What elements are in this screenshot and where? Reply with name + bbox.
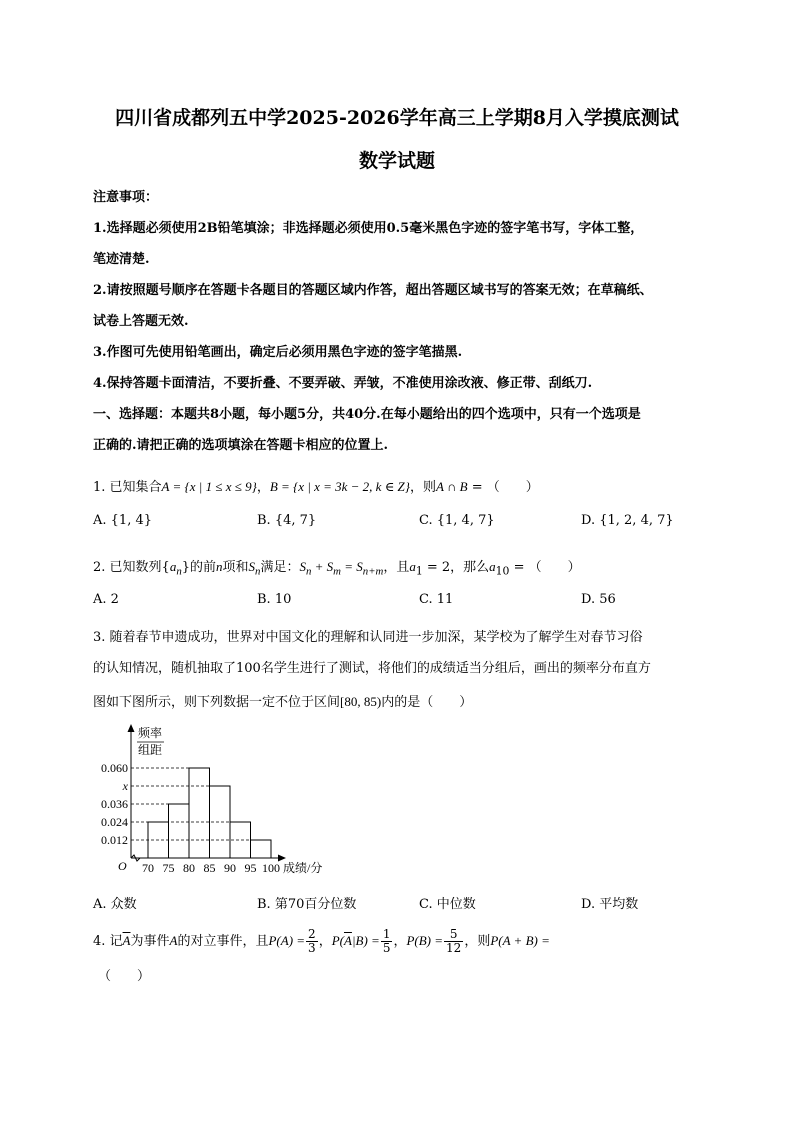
notice-heading: 注意事项： [93, 190, 159, 205]
section-heading-line1: 一、选择题：本题共8小题，每小题5分，共40分.在每小题给出的四个选项中，只有一个选项是 [93, 407, 641, 422]
q1-set-a: A = {x | 1 ≤ x ≤ 9} [161, 479, 257, 494]
notice-item-4: 4.保持答题卡面清洁，不要折叠、不要弄破、弄皱，不准使用涂改液、修正带、刮纸刀. [93, 376, 593, 391]
q4-p1-num: 2 [308, 927, 316, 941]
frequency-histogram [90, 722, 350, 884]
q2-option-a: A. 2 [93, 592, 119, 607]
y-tick-label: 0.060 [101, 761, 128, 775]
notice-item-3: 3.作图可先使用铅笔画出，确定后必须用黑色字迹的签字笔描黑. [93, 345, 463, 360]
q4-p2-lhs-b: |B) = [351, 933, 380, 948]
q3-option-c: C. 中位数 [419, 897, 476, 912]
notice-item-1-line2: 笔迹清楚. [93, 252, 150, 267]
q1-option-a: A. {1, 4} [93, 513, 153, 528]
q2-eq: = S [341, 559, 363, 574]
q4-p1-lhs: P(A) = [268, 933, 306, 948]
q3-line2: 的认知情况，随机抽取了100名学生进行了测试，将他们的成绩适当分组后，画出的频率分布直方 [93, 661, 651, 676]
q2-cond-sub3: n+m [362, 565, 384, 578]
q3-interval: [80, 85) [340, 694, 382, 709]
x-tick-label: 85 [203, 861, 216, 875]
question-1 [93, 476, 539, 495]
y-tick-label: 0.036 [101, 797, 128, 811]
q4-line2: （ ） [98, 969, 151, 984]
question-4 [93, 928, 550, 955]
page-subtitle: 数学试题 [358, 150, 435, 172]
origin-label: O [118, 859, 127, 873]
q2-n: n [216, 559, 223, 574]
q2-a10: a [489, 559, 496, 574]
q2-mid3: 满足： [260, 560, 300, 575]
section-heading-line2: 正确的.请把正确的选项填涂在答题卡相应的位置上. [93, 438, 389, 453]
q2-prefix: 2. 已知数列{ [93, 560, 170, 575]
q1-tail: = （ ） [467, 480, 539, 495]
q2-cond-sub1: n [305, 565, 312, 578]
q4-comma2: ， [393, 934, 407, 949]
x-tick-label: 95 [244, 861, 257, 875]
q4-p1-den: 3 [308, 941, 316, 955]
q4-p2-num: 1 [382, 927, 391, 941]
q4-p3-den: 12 [446, 941, 462, 955]
y-tick-label: x [122, 779, 128, 793]
q4-comma1: ， [318, 934, 332, 949]
page-title: 四川省成都列五中学2025-2026学年高三上学期8月入学摸底测试 [115, 107, 679, 129]
q4-mid2: 的对立事件，且 [177, 934, 269, 949]
q1-set-b: B = {x | x = 3k − 2, k ∈ Z} [269, 479, 410, 494]
q4-mid3: ，则 [464, 934, 491, 949]
q2-a10-sub: 10 [495, 564, 510, 578]
q3-line3-b: 内的是（ ） [381, 695, 473, 710]
q4-p2-fraction [381, 928, 393, 955]
q4-prefix: 4. 记 [93, 934, 123, 949]
q2-a1-sub: 1 [415, 564, 423, 578]
q3-option-a: A. 众数 [93, 897, 137, 912]
q1-prefix: 1. 已知集合 [93, 480, 162, 495]
notice-item-1-line1: 1.选择题必须使用2B铅笔填涂；非选择题必须使用0.5毫米黑色字迹的签字笔书写，字体工整， [93, 221, 644, 236]
q4-ask: P(A + B) = [490, 933, 550, 948]
q4-p2-lhs-bar: $\overline{A}$ [343, 933, 352, 948]
q4-a-bar: $\overline{A}$ [122, 933, 131, 948]
q2-plus: + S [311, 559, 334, 574]
q1-ask: ，则 [410, 480, 437, 495]
q3-option-b: B. 第70百分位数 [257, 897, 357, 912]
q4-p3-num: 5 [444, 928, 463, 942]
q3-line3 [93, 691, 472, 710]
q2-mid2: 项和 [222, 560, 249, 575]
q4-p3-fraction [444, 928, 463, 955]
q2-an-sub: n [176, 565, 182, 578]
q2-an: a [169, 559, 177, 574]
q1-expr: A ∩ B [436, 479, 468, 494]
q2-cond-sub2: m [333, 565, 341, 578]
q1-option-c: C. {1, 4, 7} [419, 513, 495, 528]
q4-p2-den: 5 [382, 941, 391, 955]
histogram-bar [169, 804, 190, 858]
y-label-bottom: 组距 [138, 743, 163, 757]
x-axis-label: 成绩/分 [283, 861, 323, 875]
x-tick-label: 70 [142, 861, 154, 875]
q3-option-d: D. 平均数 [581, 897, 639, 912]
notice-item-2-line2: 试卷上答题无效. [93, 314, 189, 329]
q2-mid4: ，且 [383, 560, 410, 575]
q4-p1-fraction [306, 928, 318, 955]
q2-option-c: C. 11 [419, 592, 454, 607]
q4-mid1: 为事件 [130, 934, 170, 949]
notice-item-2-line1: 2.请按照题号顺序在答题卡各题目的答题区域内作答，超出答题区域书写的答案无效；在草稿纸、 [93, 283, 653, 298]
q4-a: A [169, 933, 178, 948]
y-tick-label: 0.012 [101, 833, 128, 847]
q2-sn: S [248, 559, 256, 574]
q2-sn-sub: n [255, 565, 261, 578]
y-tick-label: 0.024 [101, 815, 128, 829]
x-tick-label: 100 [262, 861, 280, 875]
q1-option-d: D. {1, 2, 4, 7} [581, 513, 674, 528]
q2-a1: a [409, 559, 416, 574]
q2-mid1: }的前 [181, 560, 217, 575]
q3-line3-a: 图如下图所示，则下列数据一定不位于区间 [93, 695, 341, 710]
y-axis-arrow [128, 724, 135, 732]
question-2 [93, 556, 581, 578]
x-tick-label: 80 [183, 861, 195, 875]
histogram-bar [251, 840, 272, 858]
q1-option-b: B. {4, 7} [257, 513, 317, 528]
q2-tail: = （ ） [509, 560, 581, 575]
q2-a1-val: = 2，那么 [422, 560, 490, 575]
q3-line1: 3. 随着春节申遗成功，世界对中国文化的理解和认同进一步加深，某学校为了解学生对春节习俗 [93, 630, 643, 645]
q2-cond: S [299, 559, 306, 574]
x-tick-label: 75 [162, 861, 175, 875]
q1-sep: ， [256, 480, 270, 495]
y-label-top: 频率 [138, 726, 163, 740]
q2-option-b: B. 10 [257, 592, 292, 607]
q2-option-d: D. 56 [581, 592, 616, 607]
x-tick-label: 90 [224, 861, 236, 875]
q4-p3-lhs: P(B) = [406, 933, 444, 948]
q4-p2-lhs-a: P( [331, 933, 344, 948]
histogram-bar [189, 768, 210, 858]
